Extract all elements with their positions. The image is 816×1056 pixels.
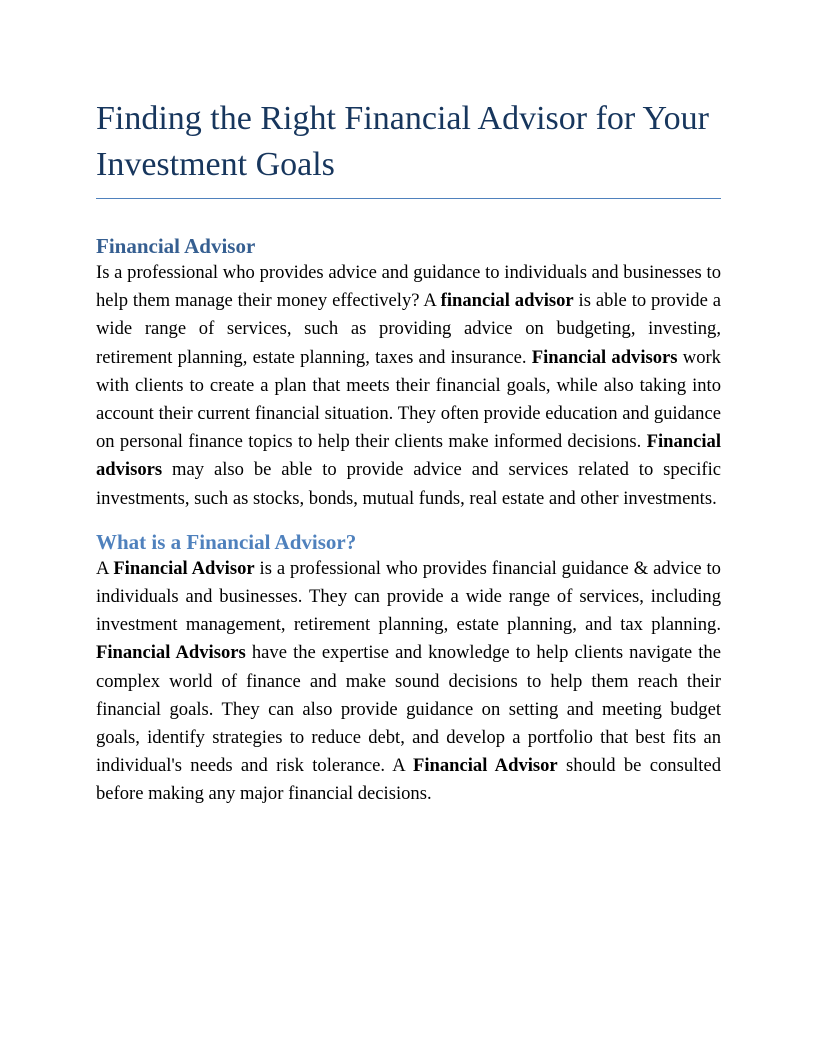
bold-term: Financial Advisor bbox=[413, 755, 558, 777]
bold-term: Financial Advisor bbox=[113, 557, 255, 579]
section-paragraph bbox=[96, 259, 721, 513]
text-run: work with clients to create a plan that meets their financial goals, while also taking into account their current financial situation. They often provide education and guidance on personal finance topics to help their clients make informed decisions. bbox=[96, 346, 721, 453]
document-page bbox=[96, 96, 721, 809]
text-run: A bbox=[96, 557, 114, 579]
section-paragraph bbox=[96, 555, 721, 809]
section-financial-advisor bbox=[96, 233, 721, 513]
text-run: is able to provide a wide range of services, such as providing advice on budgeting, investing, retirement planning, estate planning, taxes and insurance. bbox=[96, 290, 721, 368]
section-heading: Financial Advisor bbox=[96, 234, 256, 258]
text-run: Is a professional who provides advice and guidance to individuals and businesses to help them manage their money effectively? A bbox=[96, 262, 721, 312]
text-run: should be consulted before making any major financial decisions. bbox=[96, 755, 721, 805]
document-title: Finding the Right Financial Advisor for Your Investment Goals bbox=[96, 96, 721, 199]
bold-term: Financial Advisors bbox=[96, 642, 246, 664]
bold-term: Financial advisors bbox=[531, 346, 678, 368]
bold-term: financial advisor bbox=[440, 290, 574, 312]
section-what-is-financial-advisor bbox=[96, 529, 721, 809]
text-run: may also be able to provide advice and services related to specific investments, such as stocks, bonds, mutual funds, real estate and other investments. bbox=[96, 459, 721, 509]
section-heading: What is a Financial Advisor? bbox=[96, 529, 357, 554]
text-run: is a professional who provides financial guidance & advice to individuals and businesses. They can provide a wide range of services, including investment management, retirement planning, estate planning, and tax planning. bbox=[96, 557, 721, 636]
bold-term: Financial advisors bbox=[96, 431, 721, 481]
text-run: have the expertise and knowledge to help clients navigate the complex world of finance and make sound decisions to help them reach their financial goals. They can also provide guidance on setting and meeting budget goals, identify strategies to reduce debt, and develop a portfolio that best fits an individual's needs and risk tolerance. A bbox=[96, 642, 721, 777]
